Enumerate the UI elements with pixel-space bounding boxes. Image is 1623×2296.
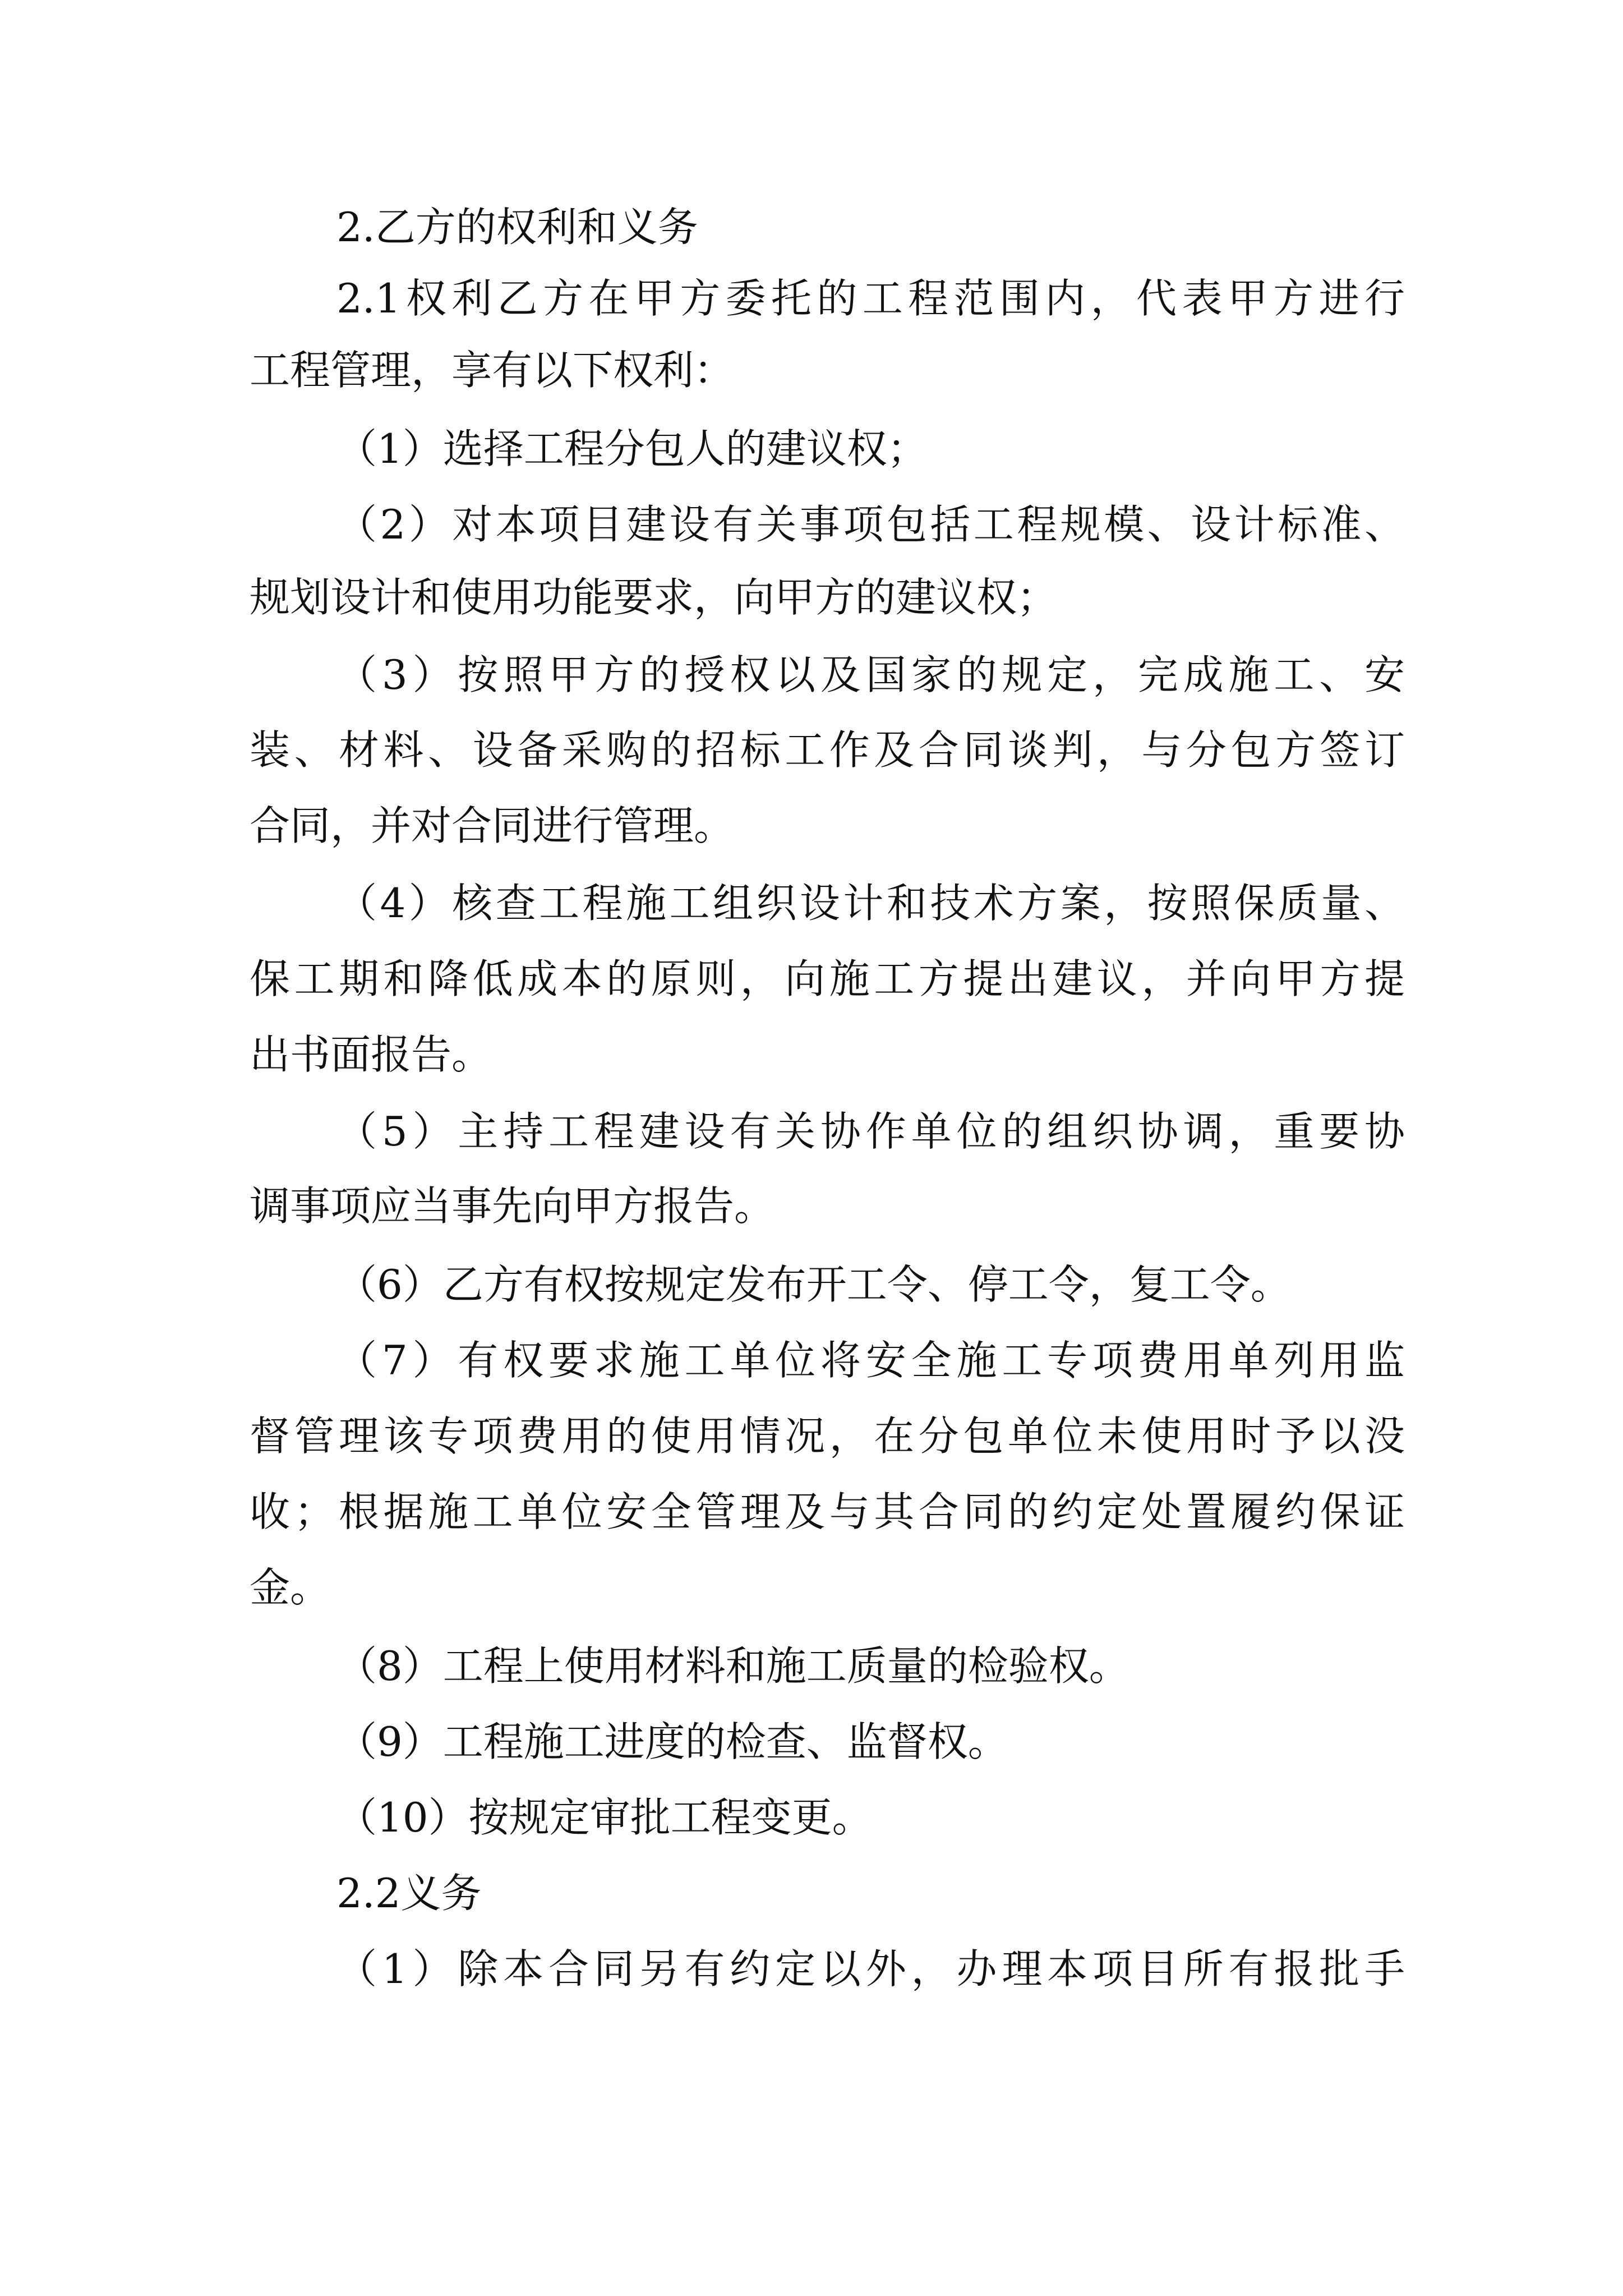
text-line-content: （2）对本项目建设有关事项包括工程规模、设计标准、 [336, 501, 1405, 548]
text-line-content: （1）除本合同另有约定以外，办理本项目所有报批手 [336, 1945, 1405, 1993]
list-item-4 [336, 869, 1405, 937]
text-line-content: （5）主持工程建设有关协作单位的组织协调，重要协 [336, 1108, 1405, 1155]
text-line: 合同，并对合同进行管理。 [250, 802, 735, 849]
text-line-content: （4）核查工程施工组织设计和技术方案，按照保质量、 [336, 880, 1405, 927]
text-line-content: 装、材料、设备采购的招标工作及合同谈判，与分包方签订 [250, 726, 1405, 774]
text-line: 出书面报告。 [250, 1031, 492, 1078]
text-line-content: 保工期和降低成本的原则，向施工方提出建议，并向甲方提 [250, 955, 1405, 1002]
list-item-10: （10）按规定审批工程变更。 [336, 1794, 873, 1841]
section-subheading: 2.2义务 [336, 1870, 482, 1917]
text-line-content: （7）有权要求施工单位将安全施工专项费用单列用监 [336, 1337, 1405, 1384]
list-item-2 [336, 491, 1405, 558]
list-item-9: （9）工程施工进度的检查、监督权。 [336, 1718, 1008, 1765]
text-line [250, 1478, 1405, 1545]
text-line [250, 716, 1405, 784]
list-item-6: （6）乙方有权按规定发布开工令、停工令，复工令。 [336, 1261, 1291, 1308]
list-item-3 [336, 641, 1405, 708]
text-line [250, 945, 1405, 1013]
duty-item-1 [336, 1935, 1405, 2003]
text-line-content: （3）按照甲方的授权以及国家的规定，完成施工、安 [336, 651, 1405, 698]
list-item-1: （1）选择工程分包人的建议权； [336, 425, 928, 472]
text-line-content: 督管理该专项费用的使用情况，在分包单位未使用时予以没 [250, 1412, 1405, 1460]
text-line: 规划设计和使用功能要求，向甲方的建议权； [250, 574, 1058, 621]
text-line [250, 1402, 1405, 1470]
text-line: 金。 [250, 1564, 331, 1611]
text-line [336, 265, 1405, 332]
text-line-content: 2.1权利乙方在甲方委托的工程范围内，代表甲方进行 [336, 275, 1405, 322]
text-line-content: 收；根据施工单位安全管理及与其合同的约定处置履约保证 [250, 1488, 1405, 1535]
section-heading: 2.乙方的权利和义务 [336, 204, 698, 251]
text-line: 工程管理，享有以下权利： [250, 347, 735, 394]
list-item-8: （8）工程上使用材料和施工质量的检验权。 [336, 1642, 1129, 1690]
list-item-7 [336, 1327, 1405, 1394]
list-item-5 [336, 1098, 1405, 1165]
text-line: 调事项应当事先向甲方报告。 [250, 1182, 775, 1230]
